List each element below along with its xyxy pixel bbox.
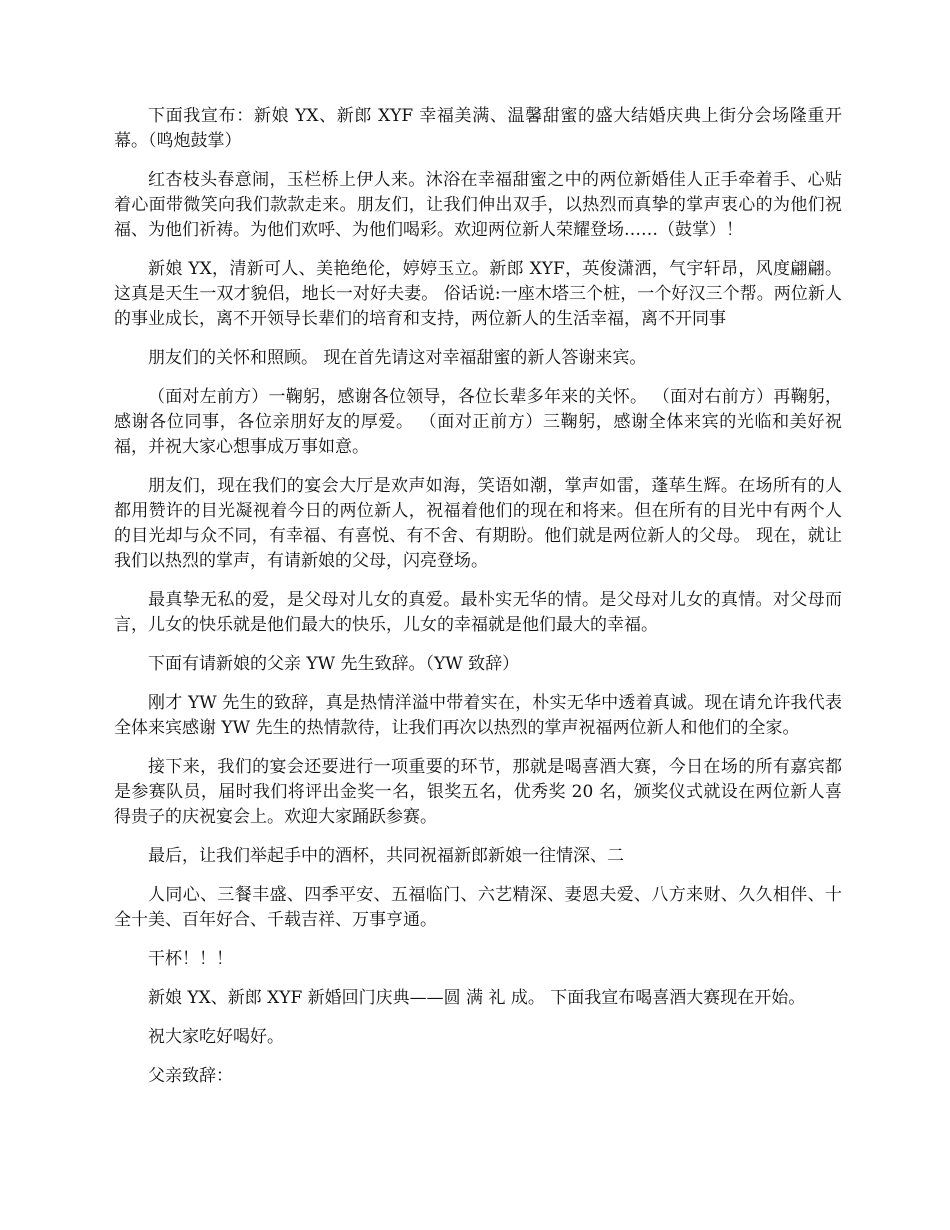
paragraph-father-speech-invite: 下面有请新娘的父亲 YW 先生致辞。（YW 致辞）	[148, 654, 520, 674]
paragraph-blessings: 人同心、三餐丰盛、四季平安、五福临门、六艺精深、妻恩夫爱、八方来财、久久相伴、十全十美、百年好合、千载吉祥、万事亨通。	[114, 885, 842, 930]
paragraph-couple-intro: 新娘 YX，清新可人、美艳绝伦，婷婷玉立。新郎 XYF，英俊潇洒，气宇轩昂，风度翩翩。这真是天生一双才貌侣，地长一对好夫妻。 俗话说:一座木塔三个桩，一个好汉三个帮。两位新人的事业成长，离不开领导长辈们的培育和支持，两位新人的生活幸福，离不开同事	[114, 259, 842, 329]
paragraph-parental-love: 最真挚无私的爱，是父母对儿女的真爱。最朴实无华的情。是父母对儿女的真情。对父母而言，儿女的快乐就是他们最大的快乐，儿女的幸福就是他们最大的幸福。	[114, 590, 842, 635]
paragraph-parents-intro: 朋友们，现在我们的宴会大厅是欢声如海，笑语如潮，掌声如雷，蓬荜生辉。在场所有的人都用赞许的目光凝视着今日的两位新人，祝福着他们的现在和将来。但在所有的目光中有两个人的目光却与众不同，有幸福、有喜悦、有不舍、有期盼。他们就是两位新人的父母。 现在，就让我们以热烈的掌声，有请新娘的父母，闪亮登场。	[114, 476, 842, 571]
paragraph-bows: （面对左前方）一鞠躬，感谢各位领导，各位长辈多年来的关怀。 （面对右前方）再鞠躬，感谢各位同事，各位亲朋好友的厚爱。 （面对正前方）三鞠躬，感谢全体来宾的光临和美好祝福，并祝大家心想事成万事如意。	[114, 387, 842, 457]
paragraph-thank-guests: 朋友们的关怀和照顾。 现在首先请这对幸福甜蜜的新人答谢来宾。	[148, 348, 647, 368]
paragraph-father-speech-thanks: 刚才 YW 先生的致辞，真是热情洋溢中带着实在，朴实无华中透着真诚。现在请允许我代表全体来宾感谢 YW 先生的热情款待，让我们再次以热烈的掌声祝福两位新人和他们的全家。	[114, 693, 842, 738]
paragraph-toast-start: 最后，让我们举起手中的酒杯，共同祝福新郎新娘一往情深、二	[148, 846, 624, 866]
paragraph-drinking-contest: 接下来，我们的宴会还要进行一项重要的环节，那就是喝喜酒大赛，今日在场的所有嘉宾都是参赛队员，届时我们将评出金奖一名，银奖五名，优秀奖 20 名，颁奖仪式就设在两位新人喜得贵子的庆祝宴会上。欢迎大家踊跃参赛。	[114, 757, 842, 827]
document-page	[114, 104, 842, 1103]
paragraph-ceremony-complete: 新娘 YX、新郎 XYF 新婚回门庆典——圆 满 礼 成。 下面我宣布喝喜酒大赛现在开始。	[148, 988, 806, 1008]
paragraph-enjoy: 祝大家吃好喝好。	[148, 1027, 284, 1047]
paragraph-welcome: 红杏枝头春意闹，玉栏桥上伊人来。沐浴在幸福甜蜜之中的两位新婚佳人正手牵着手、心贴着心面带微笑向我们款款走来。朋友们，让我们伸出双手，以热烈而真挚的掌声衷心的为他们祝福、为他们祈祷。为他们欢呼、为他们喝彩。欢迎两位新人荣耀登场……（鼓掌）！	[114, 170, 842, 240]
paragraph-announcement: 下面我宣布：新娘 YX、新郎 XYF 幸福美满、温馨甜蜜的盛大结婚庆典上街分会场隆重开幕。（鸣炮鼓掌）	[114, 106, 842, 151]
paragraph-father-speech-heading: 父亲致辞：	[148, 1066, 233, 1086]
paragraph-cheers: 干杯！！！	[148, 949, 233, 969]
